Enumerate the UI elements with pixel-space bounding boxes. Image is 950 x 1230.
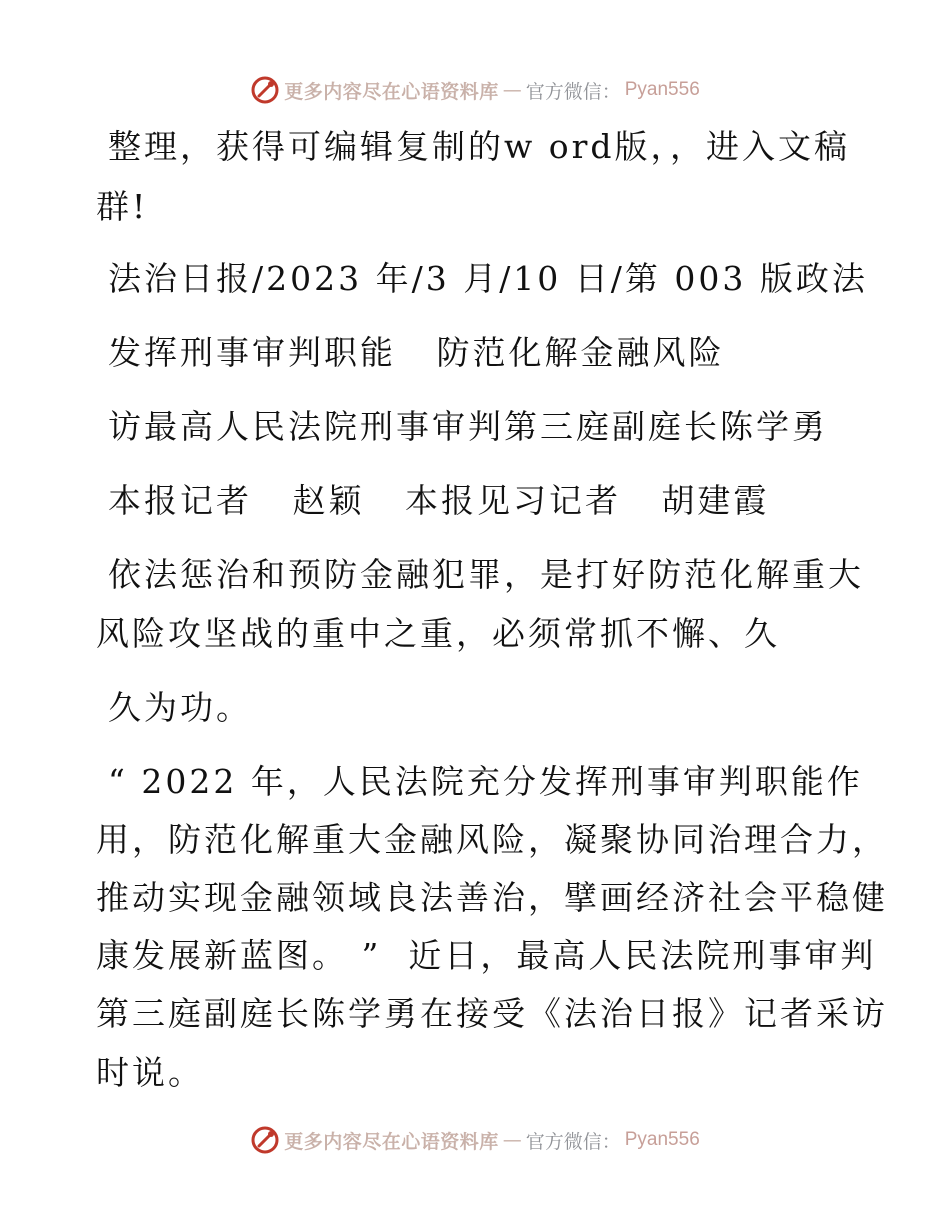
banner-dash: — [502, 1129, 522, 1151]
banner-wechat-id: Pyan556 [624, 79, 700, 100]
byline: 本报记者 赵颖 本报见习记者 胡建霞 [108, 481, 770, 520]
text-line: 用，防范化解重大金融风险，凝聚协同治理合力， [96, 820, 888, 859]
text-line: 时说。 [96, 1053, 204, 1092]
text-line: 久为功。 [108, 688, 252, 727]
banner-main-text: 更多内容尽在心语资料库 [284, 1130, 499, 1153]
logo-icon [250, 75, 280, 105]
banner-label: 官方微信： [525, 80, 621, 103]
publication-line: 法治日报/2023 年/3 月/10 日/第 003 版政法 [108, 259, 868, 298]
text-line: 康发展新蓝图。 ” 近日，最高人民法院刑事审判 [96, 936, 877, 975]
banner-label: 官方微信： [525, 1130, 621, 1153]
text-line: 群! [96, 187, 149, 226]
banner-main-text: 更多内容尽在心语资料库 [284, 80, 499, 103]
text-line: 整理，获得可编辑复制的w ord版，，进入文稿 [108, 127, 851, 166]
text-line: “ 2022 年，人民法院充分发挥刑事审判职能作 [108, 762, 863, 801]
logo-icon [250, 1125, 280, 1155]
banner-dash: — [502, 79, 522, 101]
article-title: 发挥刑事审判职能 防范化解金融风险 [108, 333, 725, 372]
text-line: 依法惩治和预防金融犯罪，是打好防范化解重大 [108, 555, 864, 594]
article-subtitle: 访最高人民法院刑事审判第三庭副庭长陈学勇 [108, 407, 828, 446]
text-line: 推动实现金融领域良法善治，擘画经济社会平稳健 [96, 878, 888, 917]
banner-wechat-id: Pyan556 [624, 1129, 700, 1150]
footer-banner [0, 1120, 950, 1160]
header-banner [0, 70, 950, 110]
text-line: 第三庭副庭长陈学勇在接受《法治日报》记者采访 [96, 994, 888, 1033]
text-line: 风险攻坚战的重中之重，必须常抓不懈、久 [96, 614, 780, 653]
